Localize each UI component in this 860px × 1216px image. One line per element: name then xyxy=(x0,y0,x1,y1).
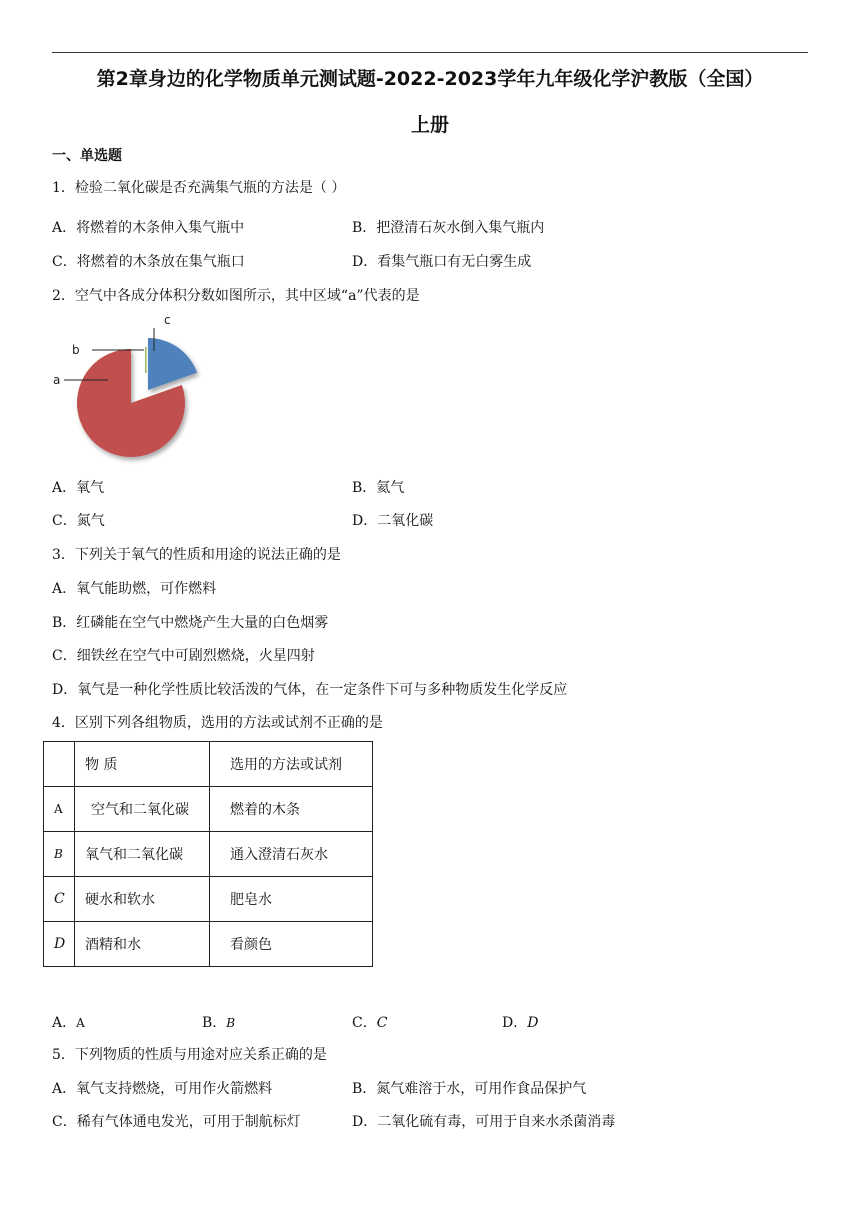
question-3-option-d: D．氧气是一种化学性质比较活泼的气体，在一定条件下可与多种物质发生化学反应 xyxy=(52,682,568,698)
question-4-stem: 4．区别下列各组物质，选用的方法或试剂不正确的是 xyxy=(52,715,383,731)
pie-label-b: b xyxy=(72,343,80,357)
table-cell: B xyxy=(44,832,75,877)
question-1-option-d: D．看集气瓶口有无白雾生成 xyxy=(352,254,532,270)
option-value: D xyxy=(527,1015,539,1031)
table-cell: 空气和二氧化碳 xyxy=(75,787,210,832)
table-row xyxy=(44,877,373,922)
table-cell: C xyxy=(44,877,75,922)
question-5-stem: 5．下列物质的性质与用途对应关系正确的是 xyxy=(52,1047,327,1063)
question-1-option-a: A．将燃着的木条伸入集气瓶中 xyxy=(52,220,245,236)
option-value: A xyxy=(76,1016,85,1030)
pie-slice-b xyxy=(145,347,147,373)
option-prefix: B． xyxy=(202,1015,227,1031)
table-cell: 通入澄清石灰水 xyxy=(210,832,373,877)
table-row xyxy=(44,787,373,832)
table-cell: 硬水和软水 xyxy=(75,877,210,922)
option-prefix: A． xyxy=(52,1015,77,1031)
question-4-option-b xyxy=(202,1012,235,1032)
table-header-cell: 选用的方法或试剂 xyxy=(210,742,373,787)
header-rule xyxy=(52,52,808,53)
question-2-option-c: C．氮气 xyxy=(52,513,105,529)
page-title: 第2章身边的化学物质单元测试题-2022-2023学年九年级化学沪教版（全国） xyxy=(96,68,764,90)
table-cell: 燃着的木条 xyxy=(210,787,373,832)
table-header-cell: 物 质 xyxy=(75,742,210,787)
question-4-table xyxy=(43,741,373,967)
pie-slice-c xyxy=(148,338,197,390)
question-4-option-c xyxy=(352,1012,387,1032)
question-3-stem: 3．下列关于氧气的性质和用途的说法正确的是 xyxy=(52,547,341,563)
question-5-option-c: C．稀有气体通电发光，可用于制航标灯 xyxy=(52,1114,301,1130)
question-1-stem: 1．检验二氧化碳是否充满集气瓶的方法是（ ） xyxy=(52,180,346,196)
table-row xyxy=(44,922,373,967)
section-heading: 一、单选题 xyxy=(52,148,122,164)
pie-label-a: a xyxy=(53,373,61,387)
question-1-option-b: B．把澄清石灰水倒入集气瓶内 xyxy=(352,220,545,236)
table-header-cell xyxy=(44,742,75,787)
question-3-option-a: A．氧气能助燃，可作燃料 xyxy=(52,581,217,597)
table-cell: 氧气和二氧化碳 xyxy=(75,832,210,877)
question-2-option-d: D．二氧化碳 xyxy=(352,513,434,529)
question-2-option-a: A．氧气 xyxy=(52,480,105,496)
question-4-option-a xyxy=(52,1012,85,1032)
table-cell: 肥皂水 xyxy=(210,877,373,922)
table-row xyxy=(44,832,373,877)
option-prefix: D． xyxy=(502,1015,528,1031)
question-3-option-c: C．细铁丝在空气中可剧烈燃烧，火星四射 xyxy=(52,648,315,664)
table-cell: 酒精和水 xyxy=(75,922,210,967)
question-4-option-d xyxy=(502,1012,538,1032)
option-prefix: C． xyxy=(352,1015,377,1031)
question-2-option-b: B．氦气 xyxy=(352,480,405,496)
question-1-option-c: C．将燃着的木条放在集气瓶口 xyxy=(52,254,245,270)
table-cell: D xyxy=(44,922,75,967)
option-value: C xyxy=(376,1015,388,1031)
table-header-row xyxy=(44,742,373,787)
question-5-option-a: A．氧气支持燃烧，可用作火箭燃料 xyxy=(52,1081,273,1097)
question-3-option-b: B．红磷能在空气中燃烧产生大量的白色烟雾 xyxy=(52,615,329,631)
question-2-stem: 2．空气中各成分体积分数如图所示，其中区域“a”代表的是 xyxy=(52,288,420,304)
air-composition-pie-figure xyxy=(50,312,210,467)
question-5-option-d: D．二氧化硫有毒，可用于自来水杀菌消毒 xyxy=(352,1114,616,1130)
page-title-line2: 上册 xyxy=(410,114,449,136)
table-cell: A xyxy=(44,787,75,832)
pie-label-c: c xyxy=(164,313,171,327)
table-cell: 看颜色 xyxy=(210,922,373,967)
question-5-option-b: B．氮气难溶于水，可用作食品保护气 xyxy=(352,1081,587,1097)
option-value: B xyxy=(226,1016,236,1030)
